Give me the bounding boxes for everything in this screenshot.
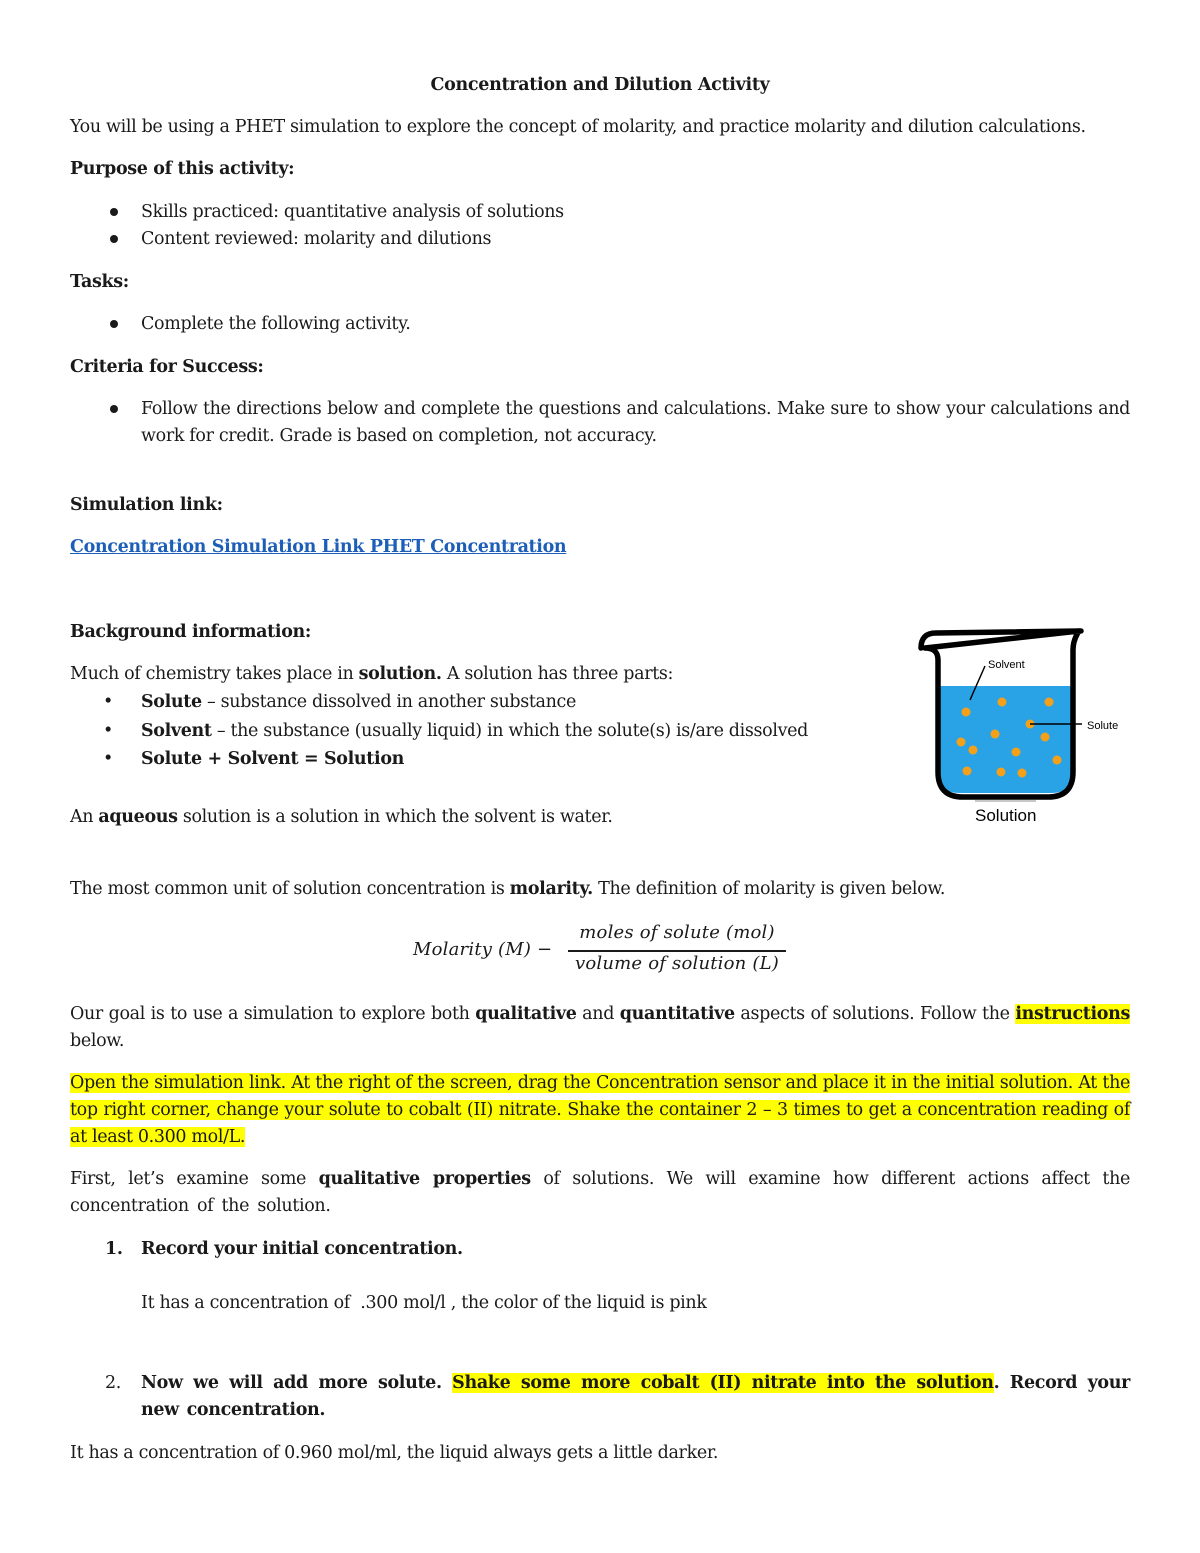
bullet-icon: •: [103, 721, 113, 741]
bullet-icon: [110, 208, 118, 216]
solute-particle: [1012, 748, 1021, 757]
solute-particle: [991, 730, 1000, 739]
solute-particle: [1053, 756, 1062, 765]
question-2-number: 2.: [105, 1373, 121, 1393]
bullet-icon: [110, 405, 118, 413]
bullet-icon: •: [103, 692, 113, 712]
solute-particle: [998, 698, 1007, 707]
criteria-heading: Criteria for Success:: [70, 357, 264, 377]
instructions-paragraph: Open the simulation link. At the right of the screen, drag the Concentration sensor and place it in the initial solution. At the top right corner, change your solute to cobalt (II) nitrate. Shake the container 2 – 3 times to get a concentration reading of at least 0.300 mol/L.: [70, 1073, 1130, 1147]
solute-particle: [1041, 733, 1050, 742]
question-2-answer: It has a concentration of 0.960 mol/ml, the liquid always gets a little darker.: [70, 1443, 719, 1463]
background-heading: Background information:: [70, 622, 312, 642]
solvent-label: Solvent: [988, 659, 1025, 671]
criteria-item: Follow the directions below and complete the questions and calculations. Make sure to show your calculations and work for credit. Grade is based on completion, not accuracy.: [141, 399, 1130, 446]
background-bullet: Solute – substance dissolved in another substance: [141, 692, 577, 712]
molarity-numerator: moles of solute (mol): [579, 922, 775, 943]
simulation-link[interactable]: Concentration Simulation Link PHET Concentration: [70, 537, 567, 557]
solute-label: Solute: [1087, 720, 1119, 732]
page-title: Concentration and Dilution Activity: [430, 75, 770, 95]
background-bullet: Solvent – the substance (usually liquid) in which the solute(s) is/are dissolved: [141, 721, 808, 741]
purpose-item: Skills practiced: quantitative analysis of solutions: [141, 202, 564, 222]
question-2-text: Now we will add more solute. Shake some more cobalt (II) nitrate into the solution. Record your new concentration.: [141, 1373, 1130, 1420]
question-1-number: 1.: [105, 1239, 123, 1259]
molarity-denominator: volume of solution (L): [575, 953, 779, 974]
solute-particle: [1045, 698, 1054, 707]
bullet-icon: [110, 235, 118, 243]
solute-particle: [969, 746, 978, 755]
purpose-heading: Purpose of this activity:: [70, 159, 295, 179]
tasks-heading: Tasks:: [70, 272, 129, 292]
purpose-item: Content reviewed: molarity and dilutions: [141, 229, 492, 249]
goal-paragraph: Our goal is to use a simulation to explore both qualitative and quantitative aspects of solutions. Follow the instructions below.: [70, 1004, 1130, 1051]
molarity-paragraph: The most common unit of solution concentration is molarity. The definition of molarity is given below.: [70, 879, 946, 899]
bullet-icon: [110, 320, 118, 328]
molarity-lhs: Molarity (M) −: [413, 939, 553, 960]
fraction-bar: [568, 950, 786, 952]
intro-paragraph: You will be using a PHET simulation to explore the concept of molarity, and practice molarity and dilution calculations.: [70, 117, 1086, 137]
question-1-answer: It has a concentration of .300 mol/l , the color of the liquid is pink: [141, 1293, 707, 1313]
solute-particle: [957, 738, 966, 747]
diagram-caption: Solution: [975, 806, 1037, 825]
first-paragraph: First, let’s examine some qualitative properties of solutions. We will examine how different actions affect the concentration of the solution.: [70, 1169, 1130, 1216]
tasks-item: Complete the following activity.: [141, 314, 411, 334]
question-1-text: Record your initial concentration.: [141, 1239, 463, 1259]
beaker-diagram: [905, 622, 1140, 830]
simulation-heading: Simulation link:: [70, 495, 223, 515]
bullet-icon: •: [103, 749, 113, 769]
background-intro: Much of chemistry takes place in solution. A solution has three parts:: [70, 664, 674, 684]
background-bullet: Solute + Solvent = Solution: [141, 749, 405, 769]
solute-particle: [963, 767, 972, 776]
solute-particle: [997, 768, 1006, 777]
solute-particle: [962, 708, 971, 717]
aqueous-paragraph: An aqueous solution is a solution in which the solvent is water.: [70, 807, 613, 827]
solute-particle: [1018, 769, 1027, 778]
